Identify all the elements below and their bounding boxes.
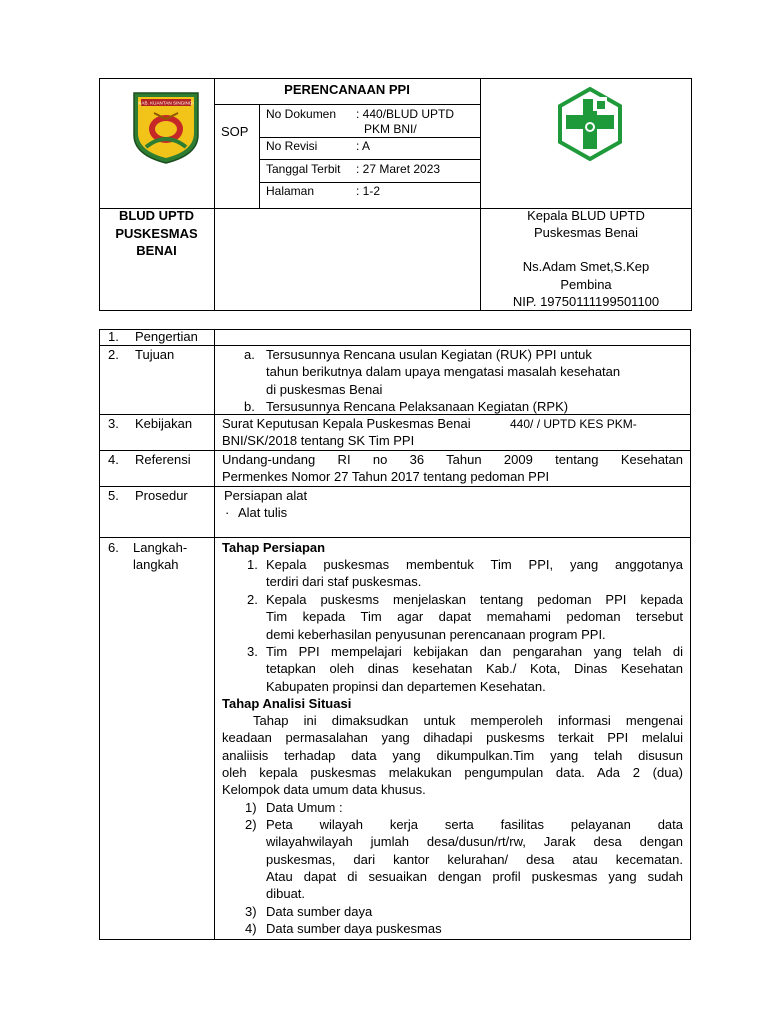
- page-value: : 1-2: [356, 184, 381, 198]
- goal-a-text: Tersusunnya Rencana usulan Kegiatan (RUK) PPI untuk tahun berikutnya dalam upaya mengatasi masalah kesehatan di puskesmas Benai: [266, 347, 621, 397]
- row-2-number: 2.: [108, 347, 119, 362]
- signatory-rank: Pembina: [560, 276, 612, 292]
- stage-analysis-title: Tahap Analisi Situasi: [222, 696, 352, 711]
- prep-step-2-marker: 2.: [247, 592, 258, 607]
- reference-line-2: Permenkes Nomor 27 Tahun 2017 tentang pedoman PPI: [222, 469, 550, 484]
- goal-b-text: Tersusunnya Rencana Pelaksanaan Kegiatan (RPK): [266, 399, 569, 414]
- doc-number-value: : 440/BLUD UPTD: [356, 107, 455, 121]
- row-divider: [99, 486, 691, 487]
- issue-date-label: Tanggal Terbit: [266, 162, 341, 176]
- prep-step-2-text: Kepala puskesms menjelaskan tentang pedoman PPI kepada Tim kepada Tim agar dapat memahami pedoman tersebut demi keberhasilan penyusunan perencanaan program PPI.: [266, 592, 683, 642]
- row-divider: [99, 537, 691, 538]
- data-item-2-marker: 2): [245, 817, 257, 832]
- signatory-title: Kepala BLUD UPTD: [527, 208, 645, 223]
- data-item-2-text: Peta wilayah kerja serta fasilitas pelayanan data wilayahwilayah jumlah desa/dusun/rt/rw, Jarak desa dengan puskesmas, dari kantor kelurahan/ desa atau kecematan. Atau dapat di sesuaikan dengan profil puskesmas yang sudah dibuat.: [266, 817, 683, 902]
- header-divider-sop: [259, 104, 260, 209]
- policy-line-1a: Surat Keputusan Kepala Puskesmas Benai: [222, 416, 471, 431]
- issue-date-value: : 27 Maret 2023: [356, 162, 441, 176]
- data-item-1-marker: 1): [245, 800, 257, 815]
- row-5-label: Prosedur: [135, 488, 188, 503]
- svg-text:KAB. KUANTAN SINGINGI: KAB. KUANTAN SINGINGI: [138, 100, 194, 106]
- row-4-number: 4.: [108, 452, 119, 467]
- header-divider-left: [214, 78, 215, 311]
- row-1-label: Pengertian: [135, 329, 198, 344]
- row-4-label: Referensi: [135, 452, 191, 467]
- row-6-label-cont: langkah: [133, 557, 179, 572]
- stage-preparation-title: Tahap Persiapan: [222, 540, 326, 555]
- data-item-4-text: Data sumber daya puskesmas: [266, 921, 442, 936]
- sop-label: SOP: [221, 124, 249, 139]
- revision-value: : A: [356, 139, 371, 153]
- row-3-label: Kebijakan: [135, 416, 193, 431]
- prep-step-3-marker: 3.: [247, 644, 258, 659]
- signatory-name: Ns.Adam Smet,S.Kep: [522, 259, 650, 275]
- prep-step-3-text: Tim PPI mempelajari kebijakan dan pengarahan yang telah di tetapkan oleh dinas kesehatan Kab./ Kota, Dinas Kesehatan Kabupaten propinsi dan departemen Kesehatan.: [266, 644, 683, 694]
- row-6-label: Langkah-: [133, 540, 188, 555]
- doc-row-divider: [259, 137, 480, 138]
- analysis-paragraph: Tahap ini dimaksudkan untuk memperoleh informasi mengenai keadaan permasalahan yang dihadapi puskesms terkait PPI melalui analiisis terhadap data yang dikumpulkan.Tim yang telah disusun oleh kepala puskesmas melakukan pengumpulan data. Ada 2 (dua) Kelompok data umum data khusus.: [222, 713, 683, 798]
- page-label: Halaman: [266, 184, 315, 198]
- data-item-3-text: Data sumber daya: [266, 904, 373, 919]
- doc-number-label: No Dokumen: [266, 107, 337, 121]
- prep-step-1-text: Kepala puskesmas membentuk Tim PPI, yang anggotanya terdiri dari staf puskesmas.: [266, 557, 683, 590]
- header-title-underline: [214, 104, 480, 105]
- row-6-number: 6.: [108, 540, 119, 555]
- policy-line-1b: 440/ / UPTD KES PKM-: [510, 417, 637, 431]
- prep-tools-title: Persiapan alat: [224, 488, 308, 503]
- signatory-nip: NIP. 19750111199501100: [512, 293, 660, 309]
- page-title: PERENCANAAN PPI: [284, 82, 410, 97]
- goal-b-marker: b.: [244, 399, 255, 414]
- doc-number-value-cont: PKM BNI/: [364, 122, 417, 136]
- doc-row-divider: [259, 182, 480, 183]
- signatory-office: Puskesmas Benai: [533, 225, 639, 241]
- revision-label: No Revisi: [266, 139, 318, 153]
- row-2-label: Tujuan: [135, 347, 175, 362]
- policy-line-2: BNI/SK/2018 tentang SK Tim PPI: [222, 433, 415, 448]
- prep-tools-bullet: ·: [225, 505, 230, 520]
- goal-a-marker: a.: [244, 347, 255, 362]
- regency-emblem-logo: [132, 91, 200, 170]
- prep-step-1-marker: 1.: [247, 557, 258, 572]
- health-cross-logo: [557, 87, 623, 166]
- doc-row-divider: [259, 159, 480, 160]
- row-1-number: 1.: [108, 329, 119, 344]
- row-5-number: 5.: [108, 488, 119, 503]
- data-item-3-marker: 3): [245, 904, 257, 919]
- row-3-number: 3.: [108, 416, 119, 431]
- data-item-1-text: Data Umum :: [266, 800, 343, 815]
- data-item-4-marker: 4): [245, 921, 257, 936]
- reference-line-1: Undang-undang RI no 36 Tahun 2009 tentang Kesehatan: [222, 452, 683, 467]
- org-name: BLUD UPTD PUSKESMAS BENAI: [115, 208, 198, 258]
- prep-tools-item: Alat tulis: [238, 505, 288, 520]
- signatory-block: [480, 207, 692, 310]
- body-column-divider: [214, 329, 215, 940]
